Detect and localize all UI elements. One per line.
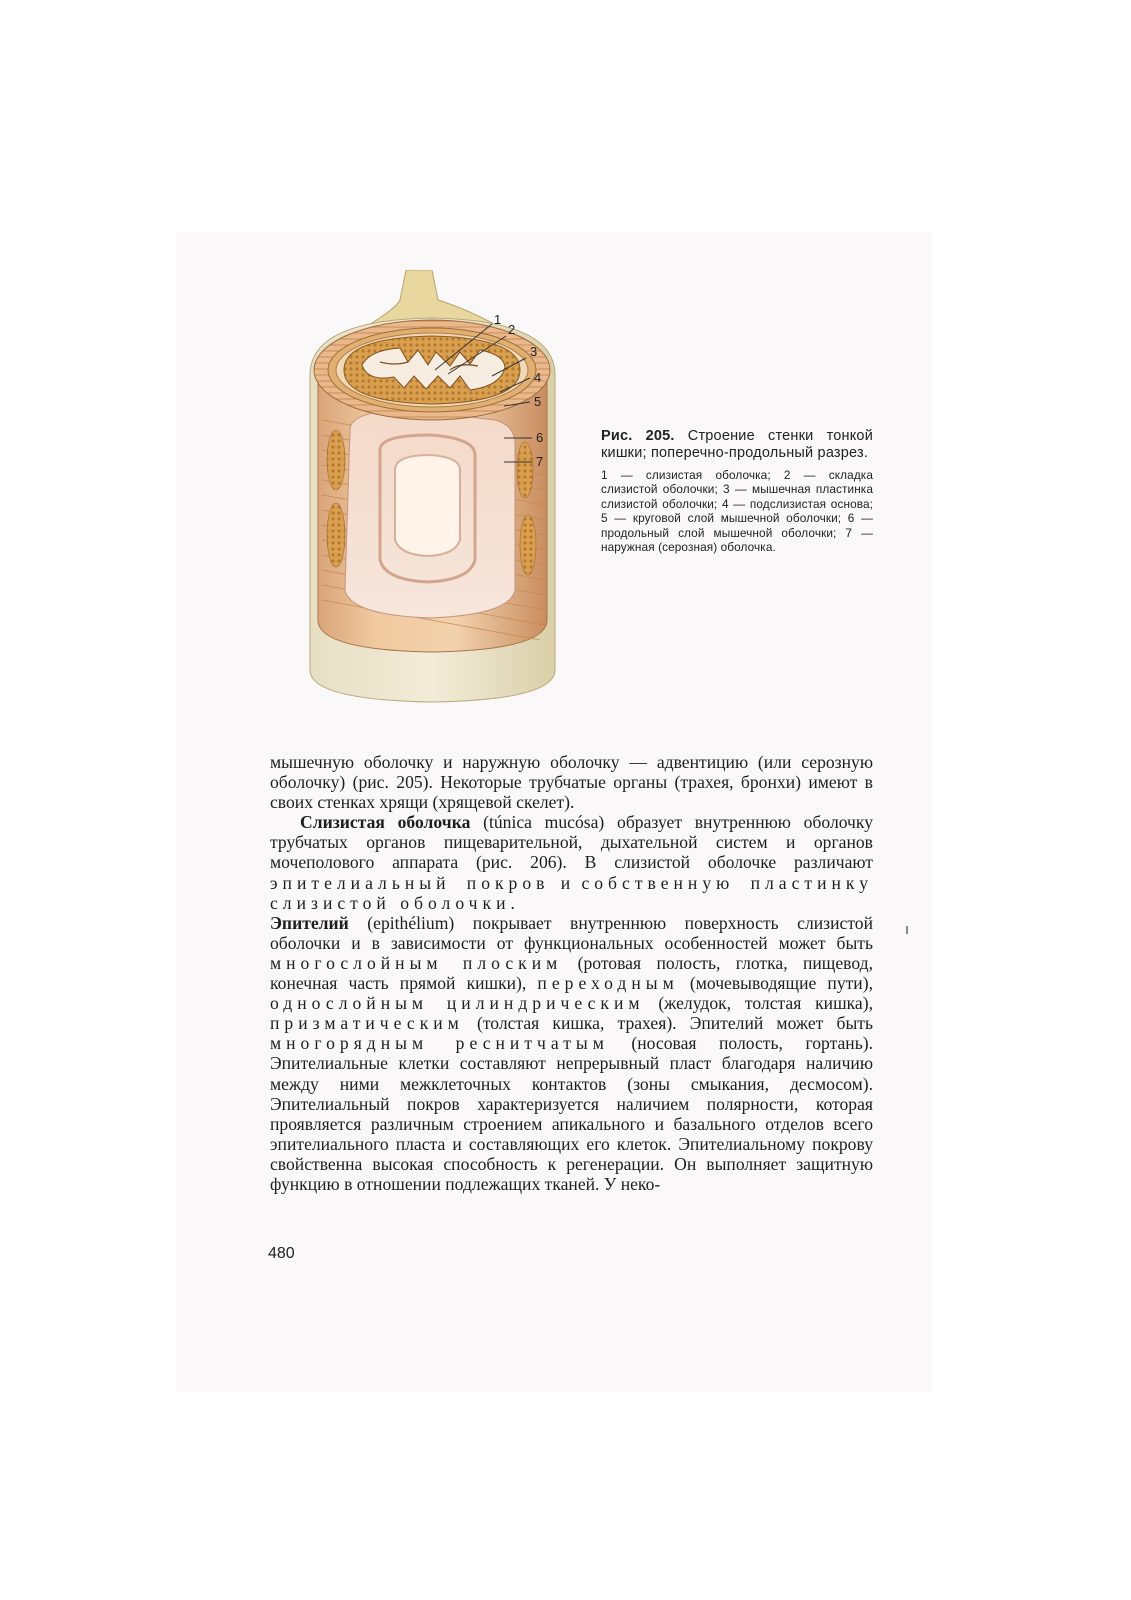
paragraph-2 <box>270 812 873 912</box>
callout-line-4 <box>500 378 530 392</box>
paragraph-3-text-c: (мочевыводящие пути), <box>678 973 873 994</box>
body-text <box>270 752 873 1194</box>
callout-line-1 <box>435 324 492 370</box>
paragraph-1: мышечную оболочку и наружную оболочку — адвентицию (или серозную оболочку) (рис. 205). Некоторые трубчатые органы (трахея, бронхи) имеют в своих стенках хрящи (хрящевой скелет). <box>270 752 873 813</box>
spaced-term-simple-columnar: однослойным цилиндрическим <box>270 993 645 1014</box>
scan-mark <box>906 926 908 934</box>
callout-line-3 <box>492 358 526 376</box>
callout-number-4: 4 <box>534 370 542 385</box>
paragraph-3-text-d: (желудок, толстая кишка), <box>644 993 873 1014</box>
callout-number-2: 2 <box>508 322 516 337</box>
spaced-term-stratified-squamous: многослойным плоским <box>270 952 563 973</box>
paragraph-3 <box>270 913 873 1194</box>
spaced-term-pseudostratified-ciliated: многорядным реснитчатым <box>270 1033 609 1054</box>
callout-number-7: 7 <box>536 454 544 469</box>
term-epithelium: Эпителий <box>270 912 349 933</box>
caption-title <box>601 428 873 462</box>
paragraph-2-text-a: (túnica mucósa) образует внутреннюю оболочку трубчатых органов пищеварительной, дыхательной систем и органов мочеполового аппарата (рис. 206). В слизистой оболочке различают <box>270 812 874 873</box>
paragraph-2-text-b: и <box>549 872 582 893</box>
paragraph-3-text-f: (носовая полость, гортань). Эпителиальные клетки составляют непрерывный пласт благодаря наличию между ними межклеточных контактов (зоны смыкания, десмосом). Эпителиальный покров характеризуется наличием полярности, которая проявляется различным строением апикального и базального отделов всего эпителиального пласта и составляющих его клеток. Эпителиальному покрову свойственна высокая способность к регенерации. Он выполняет защитную функцию в отношении подлежащих тканей. У неко- <box>270 1033 873 1194</box>
callout-line-2 <box>448 336 506 374</box>
spaced-term-prismatic: призматическим <box>270 1013 464 1034</box>
callout-number-1: 1 <box>494 312 502 327</box>
spaced-term-epithelial-cover: эпителиальный покров <box>270 872 550 893</box>
figure-callouts <box>430 298 570 488</box>
caption-title-text: Строение стенки тонкой кишки; поперечно-продольный разрез. <box>601 428 873 461</box>
callout-line-5 <box>504 402 530 406</box>
callout-number-6: 6 <box>536 430 544 445</box>
callout-number-3: 3 <box>530 344 538 359</box>
spaced-term-transitional: переходным <box>537 973 679 994</box>
spaced-term-lamina-propria: собственную пластинку слизистой оболочки. <box>270 872 874 913</box>
paragraph-3-text-b: (ротовая полость, глотка, пищевод, конечная часть прямой кишки), <box>270 952 873 994</box>
caption-figure-number: Рис. 205. <box>601 428 675 444</box>
figure-caption <box>601 428 873 554</box>
paragraph-3-text-e: (толстая кишка, трахея). Эпителий может быть <box>463 1013 873 1034</box>
callout-number-5: 5 <box>534 394 542 409</box>
caption-legend: 1 — слизистая оболочка; 2 — складка слизистой оболочки; 3 — мышечная пластинка слизистой оболочки; 4 — подслизистая основа; 5 — круговой слой мышечной оболочки; 6 — продольный слой мышечной оболочки; 7 — наружная (серозная) оболочка. <box>601 468 873 555</box>
term-mucosa: Слизистая оболочка <box>300 812 471 833</box>
paragraph-3-text-a: (epithélium) покрывает внутреннюю поверхность слизистой оболочки и в зависимости от функциональных особенностей может быть <box>270 912 873 953</box>
page-number: 480 <box>268 1245 295 1262</box>
